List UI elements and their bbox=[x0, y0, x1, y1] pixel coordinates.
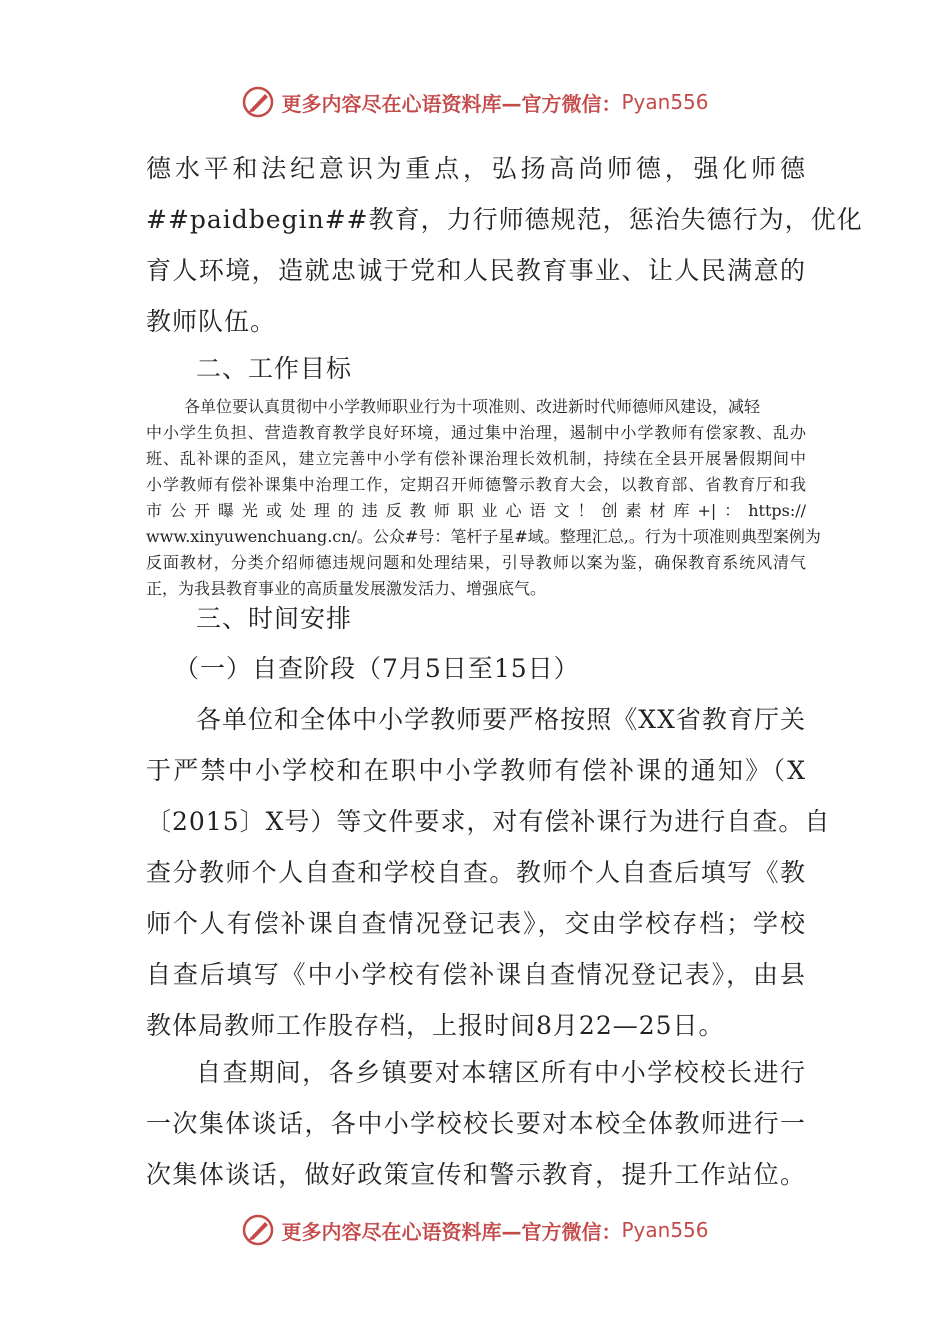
body-line: 〔2015〕X号）等文件要求，对有偿补课行为进行自查。自 bbox=[146, 807, 831, 836]
body-line: ##paidbegin##教育，力行师德规范，惩治失德行为，优化 bbox=[146, 205, 863, 234]
body-line: 德水平和法纪意识为重点，弘扬高尚师德，强化师德 bbox=[146, 154, 806, 183]
small-line: 各单位要认真贯彻中小学教师职业行为十项准则、改进新时代师德师风建设，减轻 bbox=[184, 397, 761, 416]
banner-wechat-id: Pyan556 bbox=[621, 90, 709, 114]
small-line: 小学教师有偿补课集中治理工作，定期召开师德警示教育大会，以教育部、省教育厅和我 bbox=[146, 475, 806, 494]
pen-logo-icon bbox=[241, 85, 275, 119]
header-banner bbox=[0, 82, 950, 122]
body-line: 育人环境，造就忠诚于党和人民教育事业、让人民满意的 bbox=[146, 256, 806, 285]
body-line: 教体局教师工作股存档，上报时间8月22—25日。 bbox=[146, 1011, 725, 1040]
small-line: 中小学生负担、营造教育教学良好环境，通过集中治理，遏制中小学教师有偿家教、乱办 bbox=[146, 423, 806, 442]
subsection-heading-selfcheck: （一）自查阶段（7月5日至15日） bbox=[174, 654, 580, 683]
body-line: 自查后填写《中小学校有偿补课自查情况登记表》，由县 bbox=[146, 960, 806, 989]
small-line: 正，为我县教育事业的高质量发展激发活力、增强底气。 bbox=[146, 579, 547, 598]
section-heading-goals: 二、工作目标 bbox=[196, 354, 353, 383]
body-line: 师个人有偿补课自查情况登记表》，交由学校存档；学校 bbox=[146, 909, 806, 938]
banner-text: 更多内容尽在心语资料库—官方微信： bbox=[281, 91, 622, 116]
body-line: 教师队伍。 bbox=[146, 307, 277, 336]
small-line: 市公开曝光或处理的违反教师职业心语文！创素材库+|：https:// bbox=[146, 501, 806, 520]
banner-text: 更多内容尽在心语资料库—官方微信： bbox=[281, 1219, 622, 1244]
body-line: 次集体谈话，做好政策宣传和警示教育，提升工作站位。 bbox=[146, 1160, 806, 1189]
body-line: 自查期间，各乡镇要对本辖区所有中小学校校长进行 bbox=[196, 1058, 806, 1087]
body-line: 于严禁中小学校和在职中小学教师有偿补课的通知》（X bbox=[146, 756, 806, 785]
body-line: 一次集体谈话，各中小学校校长要对本校全体教师进行一 bbox=[146, 1109, 806, 1138]
body-line: 查分教师个人自查和学校自查。教师个人自查后填写《教 bbox=[146, 858, 806, 887]
small-line: 班、乱补课的歪风，建立完善中小学有偿补课治理长效机制，持续在全县开展暑假期间中 bbox=[146, 449, 806, 468]
banner-wechat-id: Pyan556 bbox=[621, 1218, 709, 1242]
section-heading-schedule: 三、时间安排 bbox=[196, 604, 353, 633]
body-line: 各单位和全体中小学教师要严格按照《XX省教育厅关 bbox=[196, 705, 806, 734]
small-line: 反面教材，分类介绍师德违规问题和处理结果，引导教师以案为鉴，确保教育系统风清气 bbox=[146, 553, 806, 572]
footer-banner bbox=[0, 1210, 950, 1250]
pen-logo-icon bbox=[241, 1213, 275, 1247]
small-line: www.xinyuwenchuang.cn/。公众#号：笔杆子星#域。整理汇总,。行为十项准则典型案例为 bbox=[146, 527, 821, 546]
